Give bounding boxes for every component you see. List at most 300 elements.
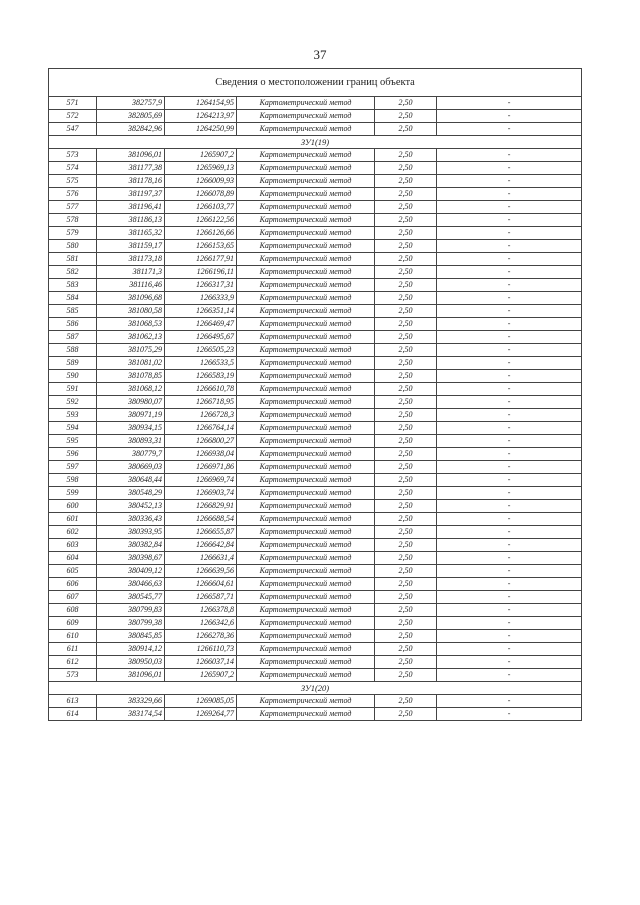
y-coordinate-cell: 1266495,67	[165, 331, 237, 344]
accuracy-cell: 2,50	[375, 110, 437, 123]
point-number-cell: 609	[49, 617, 97, 630]
table-row	[49, 175, 582, 188]
method-cell: Картометрический метод	[237, 630, 375, 643]
method-cell: Картометрический метод	[237, 279, 375, 292]
point-number-cell: 573	[49, 669, 97, 682]
method-cell: Картометрический метод	[237, 617, 375, 630]
accuracy-cell: 2,50	[375, 383, 437, 396]
x-coordinate-cell: 381178,16	[97, 175, 165, 188]
x-coordinate-cell: 380466,63	[97, 578, 165, 591]
point-number-cell: 603	[49, 539, 97, 552]
accuracy-cell: 2,50	[375, 578, 437, 591]
table-row	[49, 708, 582, 721]
note-cell: -	[437, 149, 582, 162]
y-coordinate-cell: 1266126,66	[165, 227, 237, 240]
point-number-cell: 606	[49, 578, 97, 591]
table-row	[49, 526, 582, 539]
point-number-cell: 585	[49, 305, 97, 318]
x-coordinate-cell: 380398,67	[97, 552, 165, 565]
table-row	[49, 435, 582, 448]
y-coordinate-cell: 1264154,95	[165, 97, 237, 110]
method-cell: Картометрический метод	[237, 604, 375, 617]
x-coordinate-cell: 380452,13	[97, 500, 165, 513]
boundary-coordinates-table	[48, 68, 582, 721]
method-cell: Картометрический метод	[237, 513, 375, 526]
table-row	[49, 110, 582, 123]
x-coordinate-cell: 382757,9	[97, 97, 165, 110]
note-cell: -	[437, 565, 582, 578]
accuracy-cell: 2,50	[375, 227, 437, 240]
y-coordinate-cell: 1265907,2	[165, 669, 237, 682]
section-label: ЗУ1(19)	[49, 136, 582, 149]
note-cell: -	[437, 227, 582, 240]
method-cell: Картометрический метод	[237, 123, 375, 136]
point-number-cell: 601	[49, 513, 97, 526]
note-cell: -	[437, 305, 582, 318]
y-coordinate-cell: 1269085,05	[165, 695, 237, 708]
accuracy-cell: 2,50	[375, 630, 437, 643]
note-cell: -	[437, 240, 582, 253]
x-coordinate-cell: 381096,01	[97, 669, 165, 682]
table-row	[49, 266, 582, 279]
point-number-cell: 583	[49, 279, 97, 292]
accuracy-cell: 2,50	[375, 214, 437, 227]
y-coordinate-cell: 1266587,71	[165, 591, 237, 604]
method-cell: Картометрический метод	[237, 474, 375, 487]
method-cell: Картометрический метод	[237, 448, 375, 461]
table-row	[49, 292, 582, 305]
point-number-cell: 587	[49, 331, 97, 344]
method-cell: Картометрический метод	[237, 591, 375, 604]
x-coordinate-cell: 381096,68	[97, 292, 165, 305]
x-coordinate-cell: 380669,03	[97, 461, 165, 474]
y-coordinate-cell: 1266351,14	[165, 305, 237, 318]
y-coordinate-cell: 1266642,84	[165, 539, 237, 552]
x-coordinate-cell: 380393,95	[97, 526, 165, 539]
x-coordinate-cell: 380545,77	[97, 591, 165, 604]
note-cell: -	[437, 214, 582, 227]
point-number-cell: 614	[49, 708, 97, 721]
point-number-cell: 577	[49, 201, 97, 214]
y-coordinate-cell: 1266903,74	[165, 487, 237, 500]
method-cell: Картометрический метод	[237, 539, 375, 552]
method-cell: Картометрический метод	[237, 370, 375, 383]
table-row	[49, 591, 582, 604]
y-coordinate-cell: 1266078,89	[165, 188, 237, 201]
point-number-cell: 573	[49, 149, 97, 162]
y-coordinate-cell: 1266317,31	[165, 279, 237, 292]
table-row	[49, 552, 582, 565]
page-number: 37	[313, 47, 327, 62]
point-number-cell: 579	[49, 227, 97, 240]
x-coordinate-cell: 381078,85	[97, 370, 165, 383]
accuracy-cell: 2,50	[375, 695, 437, 708]
accuracy-cell: 2,50	[375, 448, 437, 461]
note-cell: -	[437, 526, 582, 539]
accuracy-cell: 2,50	[375, 357, 437, 370]
accuracy-cell: 2,50	[375, 409, 437, 422]
note-cell: -	[437, 188, 582, 201]
x-coordinate-cell: 380980,07	[97, 396, 165, 409]
table-row	[49, 214, 582, 227]
y-coordinate-cell: 1266639,56	[165, 565, 237, 578]
method-cell: Картометрический метод	[237, 97, 375, 110]
accuracy-cell: 2,50	[375, 422, 437, 435]
x-coordinate-cell: 383174,54	[97, 708, 165, 721]
method-cell: Картометрический метод	[237, 552, 375, 565]
x-coordinate-cell: 381159,17	[97, 240, 165, 253]
table-row	[49, 487, 582, 500]
accuracy-cell: 2,50	[375, 656, 437, 669]
section-header-row	[49, 682, 582, 695]
note-cell: -	[437, 643, 582, 656]
table-row	[49, 97, 582, 110]
method-cell: Картометрический метод	[237, 656, 375, 669]
table-title: Сведения о местоположении границ объекта	[49, 69, 582, 97]
accuracy-cell: 2,50	[375, 604, 437, 617]
x-coordinate-cell: 380799,83	[97, 604, 165, 617]
y-coordinate-cell: 1265969,13	[165, 162, 237, 175]
note-cell: -	[437, 357, 582, 370]
accuracy-cell: 2,50	[375, 201, 437, 214]
method-cell: Картометрический метод	[237, 305, 375, 318]
point-number-cell: 586	[49, 318, 97, 331]
accuracy-cell: 2,50	[375, 591, 437, 604]
y-coordinate-cell: 1266505,23	[165, 344, 237, 357]
accuracy-cell: 2,50	[375, 643, 437, 656]
note-cell: -	[437, 201, 582, 214]
y-coordinate-cell: 1265907,2	[165, 149, 237, 162]
point-number-cell: 592	[49, 396, 97, 409]
y-coordinate-cell: 1266153,65	[165, 240, 237, 253]
table-row	[49, 461, 582, 474]
table-row	[49, 201, 582, 214]
note-cell: -	[437, 110, 582, 123]
note-cell: -	[437, 474, 582, 487]
table-row	[49, 669, 582, 682]
y-coordinate-cell: 1266469,47	[165, 318, 237, 331]
x-coordinate-cell: 380799,38	[97, 617, 165, 630]
method-cell: Картометрический метод	[237, 357, 375, 370]
accuracy-cell: 2,50	[375, 500, 437, 513]
accuracy-cell: 2,50	[375, 97, 437, 110]
y-coordinate-cell: 1264250,99	[165, 123, 237, 136]
note-cell: -	[437, 435, 582, 448]
point-number-cell: 611	[49, 643, 97, 656]
y-coordinate-cell: 1266728,3	[165, 409, 237, 422]
point-number-cell: 593	[49, 409, 97, 422]
point-number-cell: 575	[49, 175, 97, 188]
method-cell: Картометрический метод	[237, 396, 375, 409]
note-cell: -	[437, 409, 582, 422]
x-coordinate-cell: 381068,53	[97, 318, 165, 331]
x-coordinate-cell: 381081,02	[97, 357, 165, 370]
accuracy-cell: 2,50	[375, 162, 437, 175]
x-coordinate-cell: 380950,03	[97, 656, 165, 669]
table-row	[49, 305, 582, 318]
accuracy-cell: 2,50	[375, 617, 437, 630]
method-cell: Картометрический метод	[237, 461, 375, 474]
accuracy-cell: 2,50	[375, 396, 437, 409]
y-coordinate-cell: 1266533,5	[165, 357, 237, 370]
table-row	[49, 565, 582, 578]
table-row	[49, 513, 582, 526]
table-row	[49, 331, 582, 344]
accuracy-cell: 2,50	[375, 123, 437, 136]
point-number-cell: 612	[49, 656, 97, 669]
method-cell: Картометрический метод	[237, 201, 375, 214]
method-cell: Картометрический метод	[237, 253, 375, 266]
point-number-cell: 608	[49, 604, 97, 617]
point-number-cell: 589	[49, 357, 97, 370]
accuracy-cell: 2,50	[375, 526, 437, 539]
method-cell: Картометрический метод	[237, 487, 375, 500]
point-number-cell: 610	[49, 630, 97, 643]
note-cell: -	[437, 500, 582, 513]
y-coordinate-cell: 1266583,19	[165, 370, 237, 383]
x-coordinate-cell: 381075,29	[97, 344, 165, 357]
table-row	[49, 162, 582, 175]
table-header-row	[49, 69, 582, 97]
accuracy-cell: 2,50	[375, 305, 437, 318]
note-cell: -	[437, 630, 582, 643]
accuracy-cell: 2,50	[375, 539, 437, 552]
note-cell: -	[437, 539, 582, 552]
accuracy-cell: 2,50	[375, 292, 437, 305]
point-number-cell: 597	[49, 461, 97, 474]
y-coordinate-cell: 1266829,91	[165, 500, 237, 513]
point-number-cell: 547	[49, 123, 97, 136]
method-cell: Картометрический метод	[237, 292, 375, 305]
point-number-cell: 602	[49, 526, 97, 539]
note-cell: -	[437, 175, 582, 188]
y-coordinate-cell: 1266110,73	[165, 643, 237, 656]
accuracy-cell: 2,50	[375, 240, 437, 253]
method-cell: Картометрический метод	[237, 162, 375, 175]
note-cell: -	[437, 513, 582, 526]
method-cell: Картометрический метод	[237, 188, 375, 201]
table-row	[49, 227, 582, 240]
accuracy-cell: 2,50	[375, 487, 437, 500]
y-coordinate-cell: 1266655,87	[165, 526, 237, 539]
point-number-cell: 600	[49, 500, 97, 513]
table-row	[49, 695, 582, 708]
note-cell: -	[437, 461, 582, 474]
point-number-cell: 572	[49, 110, 97, 123]
note-cell: -	[437, 578, 582, 591]
y-coordinate-cell: 1266009,93	[165, 175, 237, 188]
table-row	[49, 422, 582, 435]
table-row	[49, 604, 582, 617]
accuracy-cell: 2,50	[375, 708, 437, 721]
y-coordinate-cell: 1266604,61	[165, 578, 237, 591]
x-coordinate-cell: 381196,41	[97, 201, 165, 214]
y-coordinate-cell: 1266631,4	[165, 552, 237, 565]
table-row	[49, 383, 582, 396]
point-number-cell: 596	[49, 448, 97, 461]
accuracy-cell: 2,50	[375, 318, 437, 331]
method-cell: Картометрический метод	[237, 422, 375, 435]
method-cell: Картометрический метод	[237, 383, 375, 396]
table-row	[49, 318, 582, 331]
point-number-cell: 598	[49, 474, 97, 487]
x-coordinate-cell: 382805,69	[97, 110, 165, 123]
method-cell: Картометрический метод	[237, 578, 375, 591]
table-row	[49, 188, 582, 201]
table-row	[49, 474, 582, 487]
note-cell: -	[437, 487, 582, 500]
method-cell: Картометрический метод	[237, 643, 375, 656]
note-cell: -	[437, 266, 582, 279]
section-header-row	[49, 136, 582, 149]
point-number-cell: 580	[49, 240, 97, 253]
x-coordinate-cell: 380409,12	[97, 565, 165, 578]
table-row	[49, 357, 582, 370]
note-cell: -	[437, 617, 582, 630]
table-row	[49, 149, 582, 162]
method-cell: Картометрический метод	[237, 227, 375, 240]
method-cell: Картометрический метод	[237, 240, 375, 253]
x-coordinate-cell: 381062,13	[97, 331, 165, 344]
note-cell: -	[437, 396, 582, 409]
method-cell: Картометрический метод	[237, 110, 375, 123]
note-cell: -	[437, 318, 582, 331]
point-number-cell: 576	[49, 188, 97, 201]
note-cell: -	[437, 422, 582, 435]
table-row	[49, 643, 582, 656]
method-cell: Картометрический метод	[237, 669, 375, 682]
table-row	[49, 656, 582, 669]
x-coordinate-cell: 380845,85	[97, 630, 165, 643]
y-coordinate-cell: 1266037,14	[165, 656, 237, 669]
method-cell: Картометрический метод	[237, 526, 375, 539]
y-coordinate-cell: 1266278,36	[165, 630, 237, 643]
note-cell: -	[437, 97, 582, 110]
y-coordinate-cell: 1269264,77	[165, 708, 237, 721]
accuracy-cell: 2,50	[375, 331, 437, 344]
note-cell: -	[437, 370, 582, 383]
accuracy-cell: 2,50	[375, 344, 437, 357]
accuracy-cell: 2,50	[375, 565, 437, 578]
point-number-cell: 582	[49, 266, 97, 279]
point-number-cell: 581	[49, 253, 97, 266]
x-coordinate-cell: 381171,3	[97, 266, 165, 279]
y-coordinate-cell: 1266177,91	[165, 253, 237, 266]
x-coordinate-cell: 381186,13	[97, 214, 165, 227]
y-coordinate-cell: 1266718,95	[165, 396, 237, 409]
point-number-cell: 599	[49, 487, 97, 500]
note-cell: -	[437, 331, 582, 344]
x-coordinate-cell: 383329,66	[97, 695, 165, 708]
accuracy-cell: 2,50	[375, 461, 437, 474]
accuracy-cell: 2,50	[375, 279, 437, 292]
table-row	[49, 370, 582, 383]
x-coordinate-cell: 381080,58	[97, 305, 165, 318]
x-coordinate-cell: 381177,38	[97, 162, 165, 175]
accuracy-cell: 2,50	[375, 266, 437, 279]
point-number-cell: 607	[49, 591, 97, 604]
accuracy-cell: 2,50	[375, 435, 437, 448]
method-cell: Картометрический метод	[237, 344, 375, 357]
x-coordinate-cell: 380914,12	[97, 643, 165, 656]
note-cell: -	[437, 253, 582, 266]
note-cell: -	[437, 656, 582, 669]
note-cell: -	[437, 552, 582, 565]
note-cell: -	[437, 695, 582, 708]
accuracy-cell: 2,50	[375, 370, 437, 383]
table-row	[49, 539, 582, 552]
method-cell: Картометрический метод	[237, 695, 375, 708]
table-row	[49, 617, 582, 630]
y-coordinate-cell: 1266800,27	[165, 435, 237, 448]
accuracy-cell: 2,50	[375, 669, 437, 682]
point-number-cell: 613	[49, 695, 97, 708]
x-coordinate-cell: 381165,32	[97, 227, 165, 240]
point-number-cell: 605	[49, 565, 97, 578]
accuracy-cell: 2,50	[375, 253, 437, 266]
x-coordinate-cell: 380382,84	[97, 539, 165, 552]
point-number-cell: 578	[49, 214, 97, 227]
method-cell: Картометрический метод	[237, 409, 375, 422]
y-coordinate-cell: 1266971,86	[165, 461, 237, 474]
accuracy-cell: 2,50	[375, 175, 437, 188]
method-cell: Картометрический метод	[237, 331, 375, 344]
note-cell: -	[437, 279, 582, 292]
x-coordinate-cell: 381068,12	[97, 383, 165, 396]
y-coordinate-cell: 1266342,6	[165, 617, 237, 630]
y-coordinate-cell: 1266333,9	[165, 292, 237, 305]
point-number-cell: 595	[49, 435, 97, 448]
note-cell: -	[437, 292, 582, 305]
note-cell: -	[437, 344, 582, 357]
point-number-cell: 604	[49, 552, 97, 565]
method-cell: Картометрический метод	[237, 500, 375, 513]
table-row	[49, 253, 582, 266]
method-cell: Картометрический метод	[237, 435, 375, 448]
point-number-cell: 591	[49, 383, 97, 396]
table-row	[49, 500, 582, 513]
y-coordinate-cell: 1266764,14	[165, 422, 237, 435]
method-cell: Картометрический метод	[237, 214, 375, 227]
x-coordinate-cell: 381197,37	[97, 188, 165, 201]
point-number-cell: 574	[49, 162, 97, 175]
table-row	[49, 240, 582, 253]
y-coordinate-cell: 1266938,04	[165, 448, 237, 461]
method-cell: Картометрический метод	[237, 318, 375, 331]
x-coordinate-cell: 380934,15	[97, 422, 165, 435]
x-coordinate-cell: 380648,44	[97, 474, 165, 487]
point-number-cell: 594	[49, 422, 97, 435]
table-row	[49, 279, 582, 292]
x-coordinate-cell: 381096,01	[97, 149, 165, 162]
point-number-cell: 571	[49, 97, 97, 110]
note-cell: -	[437, 383, 582, 396]
accuracy-cell: 2,50	[375, 513, 437, 526]
note-cell: -	[437, 604, 582, 617]
table-row	[49, 409, 582, 422]
x-coordinate-cell: 380779,7	[97, 448, 165, 461]
method-cell: Картометрический метод	[237, 565, 375, 578]
y-coordinate-cell: 1266196,11	[165, 266, 237, 279]
y-coordinate-cell: 1266122,56	[165, 214, 237, 227]
accuracy-cell: 2,50	[375, 552, 437, 565]
x-coordinate-cell: 380336,43	[97, 513, 165, 526]
x-coordinate-cell: 381173,18	[97, 253, 165, 266]
y-coordinate-cell: 1266969,74	[165, 474, 237, 487]
accuracy-cell: 2,50	[375, 188, 437, 201]
y-coordinate-cell: 1266378,8	[165, 604, 237, 617]
note-cell: -	[437, 591, 582, 604]
